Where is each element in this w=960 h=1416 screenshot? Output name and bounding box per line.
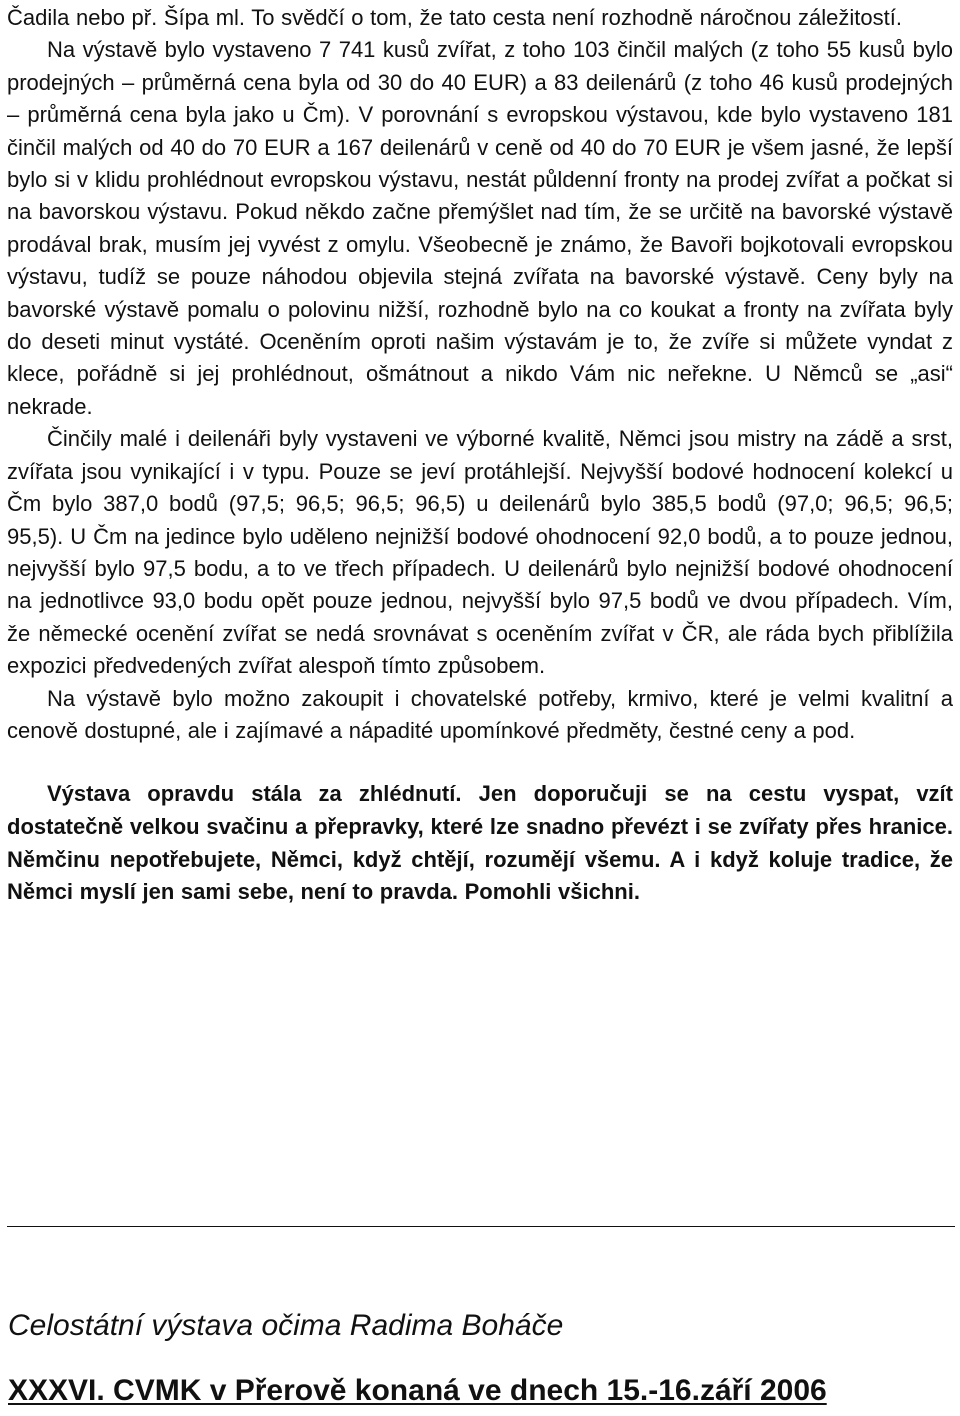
article-paragraph: Čadila nebo př. Šípa ml. To svědčí o tom, že tato cesta není rozhodně náročnou záležitostí. bbox=[7, 5, 902, 30]
next-article-subtitle: Celostátní výstava očima Radima Boháče bbox=[8, 1309, 564, 1342]
article-paragraph: Činčily malé i deilenáři byly vystaveni ve výborné kvalitě, Němci jsou mistry na zádě a srst, zvířata jsou vynikající i v typu. Pouze se jeví protáhlejší. Nejvyšší bodové hodnocení kolekcí u Čm bylo 387,0 bodů (97,5; 96,5; 96,5; 96,5) u deilenárů bylo 385,5 bodů (97,0; 96,5; 96,5; 95,5). U Čm na jedince bylo uděleno nejnižší bodové ohodnocení 92,0 bodů, a to pouze jednou, nejvyšší bylo 97,5 bodu, a to ve třech případech. U deilenárů bylo nejnižší bodové ohodnocení na jednotlivce 93,0 bodu opět pouze jednou, nejvyšší bylo 97,5 bodů ve dvou případech. Vím, že německé ocenění zvířat se nedá srovnávat s oceněním zvířat v ČR, ale ráda bych přiblížila expozici předvedených zvířat alespoň tímto způsobem. bbox=[7, 426, 953, 679]
section-divider bbox=[7, 1226, 955, 1227]
article-paragraph: Na výstavě bylo vystaveno 7 741 kusů zvířat, z toho 103 činčil malých (z toho 55 kusů bylo prodejných – průměrná cena byla od 30 do 40 EUR) a 83 deilenárů (z toho 46 kusů prodejných – průměrná cena byla jako u Čm). V porovnání s evropskou výstavou, kde bylo vystaveno 181 činčil malých od 40 do 70 EUR a 167 deilenárů v ceně od 40 do 70 EUR je všem jasné, že lepší bylo si v klidu prohlédnout evropskou výstavu, nestát půldenní fronty na prodej zvířat a počkat si na bavorskou výstavu. Pokud někdo začne přemýšlet nad tím, že se určitě na bavorské výstavě prodával brak, musím jej vyvést z omylu. Všeobecně je známo, že Bavoři bojkotovali evropskou výstavu, tudíž se pouze náhodou objevila stejná zvířata na bavorské výstavě. Ceny byly na bavorské výstavě pomalu o polovinu nižší, rozhodně bylo na co koukat a fronty na zvířata byly do deseti minut vystáté. Oceněním oproti našim výstavám je to, že zvíře si můžete vyndat z klece, pořádně si jej prohlédnout, ošmátnout a nikdo Vám nic neřekne. U Němců se „asi“ nekrade. bbox=[7, 37, 953, 419]
article-body bbox=[7, 0, 953, 909]
next-article-title: XXXVI. CVMK v Přerově konaná ve dnech 15.-16.září 2006 bbox=[8, 1374, 827, 1407]
article-paragraph: Na výstavě bylo možno zakoupit i chovatelské potřeby, krmivo, které je velmi kvalitní a cenově dostupné, ale i zajímavé a nápadité upomínkové předměty, čestné ceny a pod. bbox=[7, 685, 953, 743]
closing-paragraph: Výstava opravdu stála za zhlédnutí. Jen doporučuji se na cestu vyspat, vzít dostatečně velkou svačinu a přepravky, které lze snadno převézt i se zvířaty přes hranice. Němčinu nepotřebujete, Němci, když chtějí, rozumějí všemu. A i když koluje tradice, že Němci myslí jen sami sebe, není to pravda. Pomohli všichni. bbox=[7, 781, 953, 905]
